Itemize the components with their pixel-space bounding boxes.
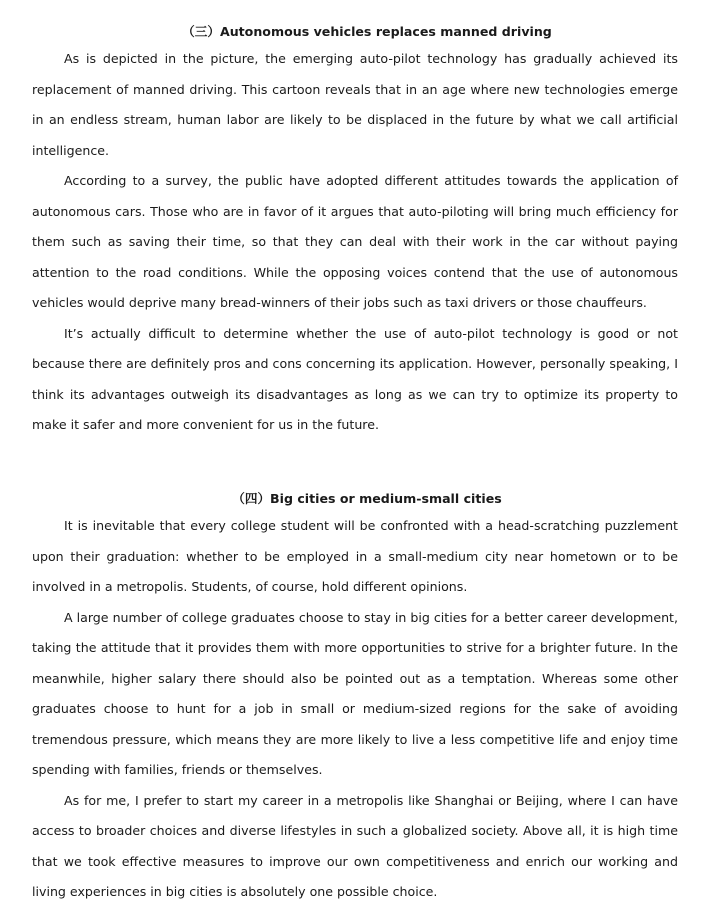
paragraph: As is depicted in the picture, the emerging auto-pilot technology has gradually achieved its replacement of manned driving. This cartoon reveals that in an age where new technologies emerge in an endless stream, human labor are likely to be displaced in the future by what we call artificial intelligence.	[32, 51, 678, 158]
essay-section-autonomous-vehicles	[32, 20, 678, 441]
essay-section-big-cities	[32, 487, 678, 908]
section-heading: （四）Big cities or medium-small cities	[232, 491, 502, 506]
paragraph: A large number of college graduates choose to stay in big cities for a better career development, taking the attitude that it provides them with more opportunities to strive for a brighter future. In the meanwhile, higher salary there should also be pointed out as a temptation. Whereas some other graduates choose to hunt for a job in small or medium-sized regions for the sake of avoiding tremendous pressure, which means they are more likely to live a less competitive life and enjoy time spending with families, friends or themselves.	[32, 609, 678, 777]
paragraph: As for me, I prefer to start my career in a metropolis like Shanghai or Beijing, where I can have access to broader choices and diverse lifestyles in such a globalized society. Above all, it is high time that we took effective measures to improve our own competitiveness and enrich our working and living experiences in big cities is absolutely one possible choice.	[32, 792, 678, 899]
paragraph: According to a survey, the public have adopted different attitudes towards the application of autonomous cars. Those who are in favor of it argues that auto-piloting will bring much efficiency for them such as saving their time, so that they can deal with their work in the car without paying attention to the road conditions. While the opposing voices contend that the use of autonomous vehicles would deprive many bread-winners of their jobs such as taxi drivers or those chauffeurs.	[32, 173, 678, 310]
paragraph: It’s actually difficult to determine whether the use of auto-pilot technology is good or not because there are definitely pros and cons concerning its application. However, personally speaking, I think its advantages outweigh its disadvantages as long as we can try to optimize its property to make it safer and more convenient for us in the future.	[32, 325, 678, 432]
paragraph: It is inevitable that every college student will be confronted with a head-scratching puzzlement upon their graduation: whether to be employed in a small-medium city near hometown or to be involved in a metropolis. Students, of course, hold different opinions.	[32, 518, 678, 594]
section-heading: （三）Autonomous vehicles replaces manned driving	[182, 24, 552, 39]
